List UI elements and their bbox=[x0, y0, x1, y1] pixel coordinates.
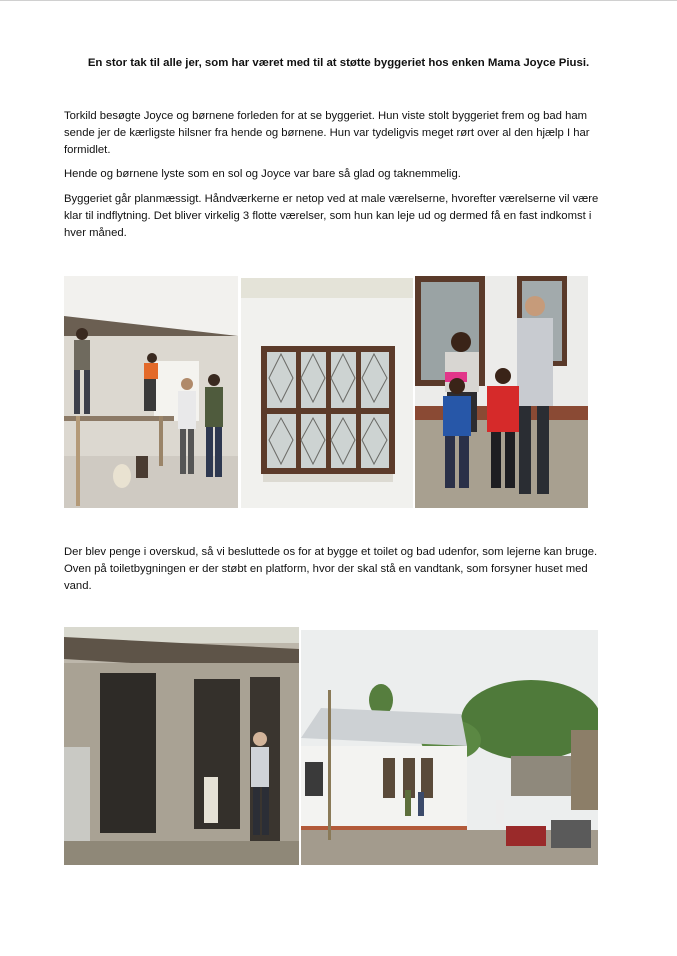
photo-house-exterior bbox=[301, 630, 598, 865]
page-top-border bbox=[0, 0, 677, 1]
photo-toilet-building bbox=[64, 627, 299, 865]
photo-family bbox=[415, 276, 588, 508]
paragraph-surplus: Der blev penge i overskud, så vi besluttede os for at bygge et toilet og bad udenfor, som lejerne kan bruge. Oven på toiletbygningen er der støbt en platform, hvor der skal stå en vandtank, som forsyner huset med vand. bbox=[64, 546, 598, 592]
photo-window bbox=[241, 278, 413, 508]
paragraph-joy: Hende og børnene lyste som en sol og Joyce var bare så glad og taknemmelig. bbox=[64, 168, 461, 180]
photo-workers-painting bbox=[64, 276, 238, 508]
paragraph-progress: Byggeriet går planmæssigt. Håndværkerne er netop ved at male værelserne, hvorefter værelserne vil være klar til indflytning. Det bliver virkelig 3 flotte værelser, som hun kan leje ud og dermed få en fast indkomst i hver måned. bbox=[64, 193, 599, 239]
paragraph-visit: Torkild besøgte Joyce og børnene forleden for at se byggeriet. Hun viste stolt byggeriet frem og bad ham sende jer de kærligste hilsner fra hende og børnene. Hun var tydeligvis meget rørt over al den hjælp I har formidlet. bbox=[64, 110, 590, 156]
page-heading: En stor tak til alle jer, som har været med til at støtte byggeriet hos enken Mama Joyce Piusi. bbox=[87, 57, 590, 69]
